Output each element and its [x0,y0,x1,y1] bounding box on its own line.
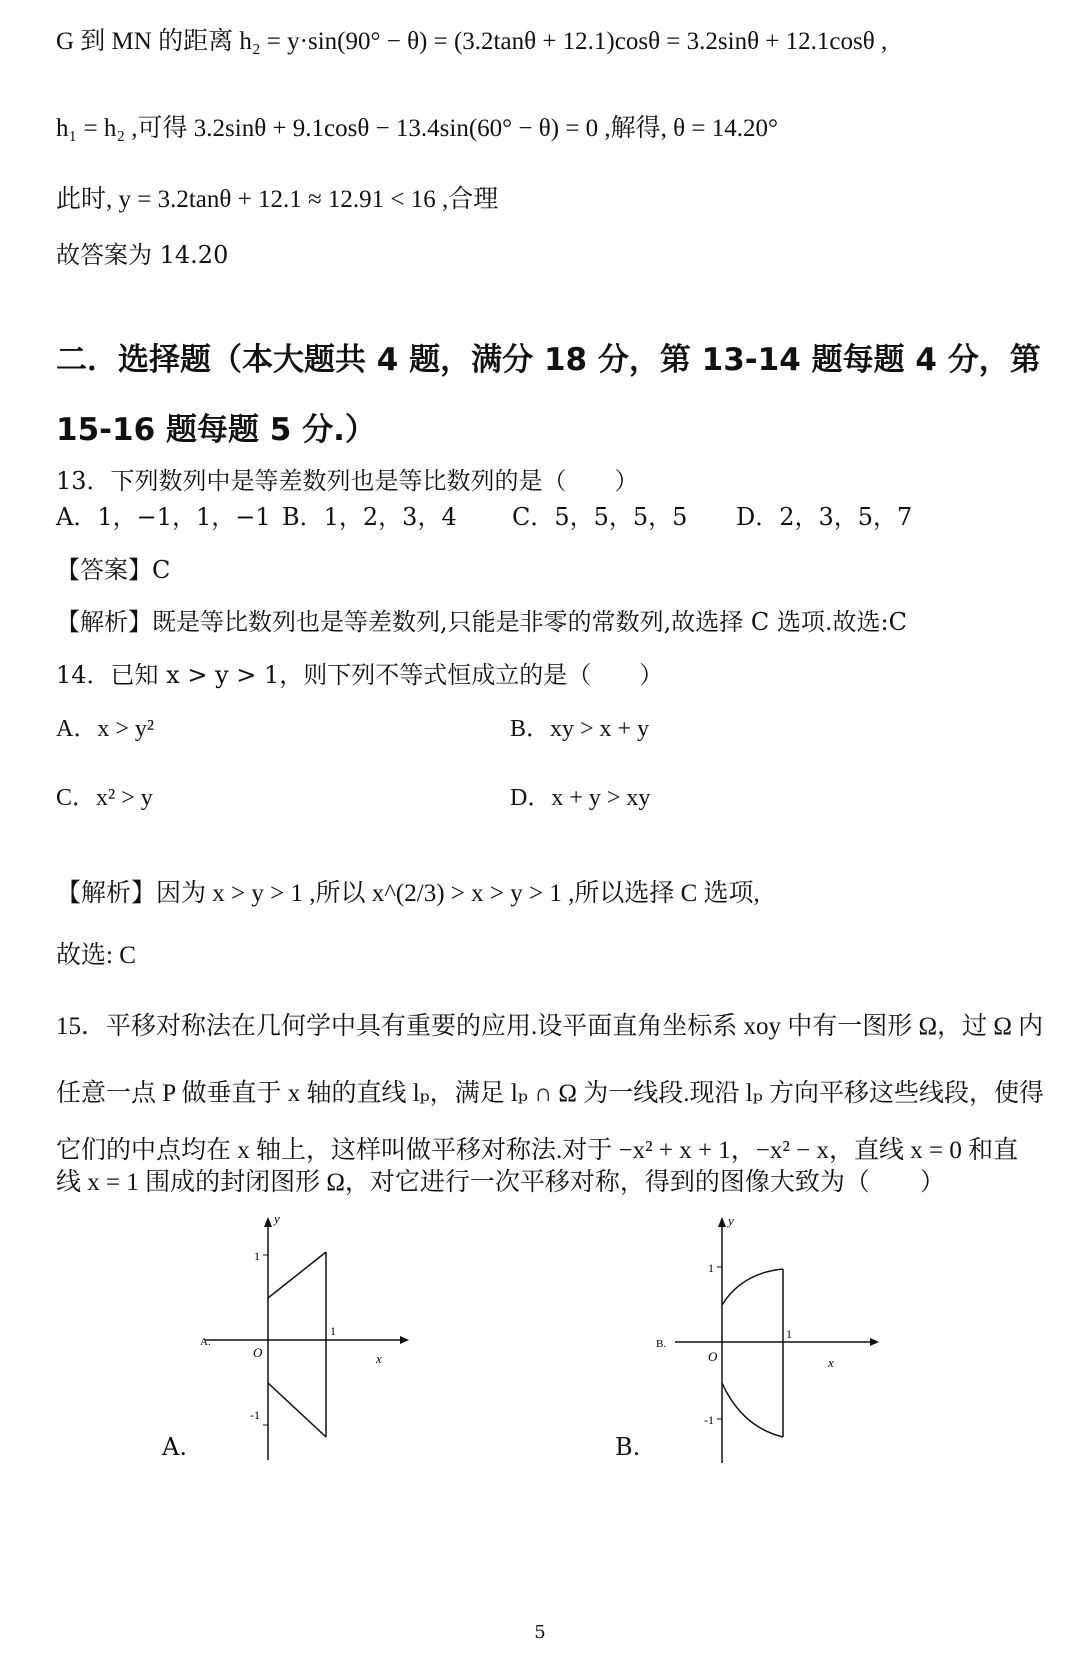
figure-option-b [650,1205,910,1490]
fig-a-tick-yneg1: -1 [250,1408,260,1422]
q13-option-a: A．1，−1，1，−1 [56,503,271,531]
solution-line-distance: G 到 MN 的距离 h₂ = y·sin(90° − θ) = (3.2tanθ + 12.1)cosθ = 3.2sinθ + 12.1cosθ , [56,28,888,55]
fig-a-upper-edge [268,1252,326,1298]
q15-stem-line3: 它们的中点均在 x 轴上，这样叫做平移对称法.对于 −x² + x + 1，−x² − x，直线 x = 0 和直 [56,1137,1019,1164]
q14-option-a: A．x > y² [56,716,155,742]
fig-b-x-arrow [870,1338,879,1346]
fig-b-upper-curve [722,1269,783,1305]
fig-b-axis-y-label: y [728,1213,734,1228]
fig-a-lower-edge [268,1383,326,1437]
fig-b-origin-label: O [708,1349,718,1364]
q13-option-d: D．2，3，5，7 [736,503,913,531]
q14-stem: 14．已知 x > y > 1，则下列不等式恒成立的是（ ） [56,661,664,689]
fig-a-x-arrow [400,1336,409,1344]
q13-answer: 【答案】C [56,556,171,584]
q13-analysis: 【解析】既是等比数列也是等差数列,只能是非零的常数列,故选择 C 选项.故选:C [56,608,907,636]
fig-b-y-arrow [718,1217,726,1227]
q13-stem: 13．下列数列中是等差数列也是等比数列的是（ ） [56,467,639,495]
fig-b-lower-curve [722,1383,783,1437]
q14-option-b: B．xy > x + y [510,716,650,742]
q13-option-b: B．1，2，3，4 [282,503,457,531]
fig-a-axis-x-label: x [376,1351,382,1366]
q13-option-c: C．5，5，5，5 [512,503,688,531]
solution-line-check: 此时, y = 3.2tanθ + 12.1 ≈ 12.91 < 16 ,合理 [56,186,499,213]
fig-b-tick-x1: 1 [786,1327,792,1341]
fig-a-inner-label: A. [200,1336,211,1348]
figure-b-caption: B. [615,1433,641,1461]
solution-answer: 故答案为 14.20 [56,241,229,269]
fig-a-origin-label: O [253,1345,263,1360]
page-number: 5 [534,1622,546,1643]
fig-a-tick-y1: 1 [254,1249,260,1263]
figure-a-caption: A. [162,1433,187,1461]
section-heading-line2: 15-16 题每题 5 分.） [56,412,376,448]
fig-a-axis-y-label: y [274,1211,280,1226]
q14-analysis: 【解析】因为 x > y > 1 ,所以 x^(2/3) > x > y > 1 ,所以选择 C 选项, [56,880,760,907]
fig-b-tick-y1: 1 [708,1261,714,1275]
q14-conclusion: 故选: C [56,942,136,969]
q15-stem-line1: 15．平移对称法在几何学中具有重要的应用.设平面直角坐标系 xoy 中有一图形 Ω，过 Ω 内 [56,1013,1044,1040]
section-heading-line1: 二．选择题（本大题共 4 题，满分 18 分，第 13-14 题每题 4 分，第 [56,342,1041,378]
q14-option-d: D．x + y > xy [510,785,651,811]
figure-option-a [150,1205,410,1490]
fig-b-axis-x-label: x [828,1355,834,1370]
q14-option-c: C．x² > y [56,785,153,811]
fig-b-tick-yneg1: -1 [704,1413,714,1427]
fig-a-y-arrow [264,1217,272,1227]
solution-line-equation: h₁ = h₂ ,可得 3.2sinθ + 9.1cosθ − 13.4sin(60° − θ) = 0 ,解得, θ = 14.20° [56,115,778,142]
q15-stem-line2: 任意一点 P 做垂直于 x 轴的直线 lₚ，满足 lₚ ∩ Ω 为一线段.现沿 lₚ 方向平移这些线段，使得 [56,1080,1044,1107]
fig-b-inner-label: B. [656,1338,667,1350]
q15-stem-line4: 线 x = 1 围成的封闭图形 Ω，对它进行一次平移对称，得到的图像大致为（ ） [56,1169,945,1196]
fig-a-tick-x1: 1 [330,1324,336,1338]
